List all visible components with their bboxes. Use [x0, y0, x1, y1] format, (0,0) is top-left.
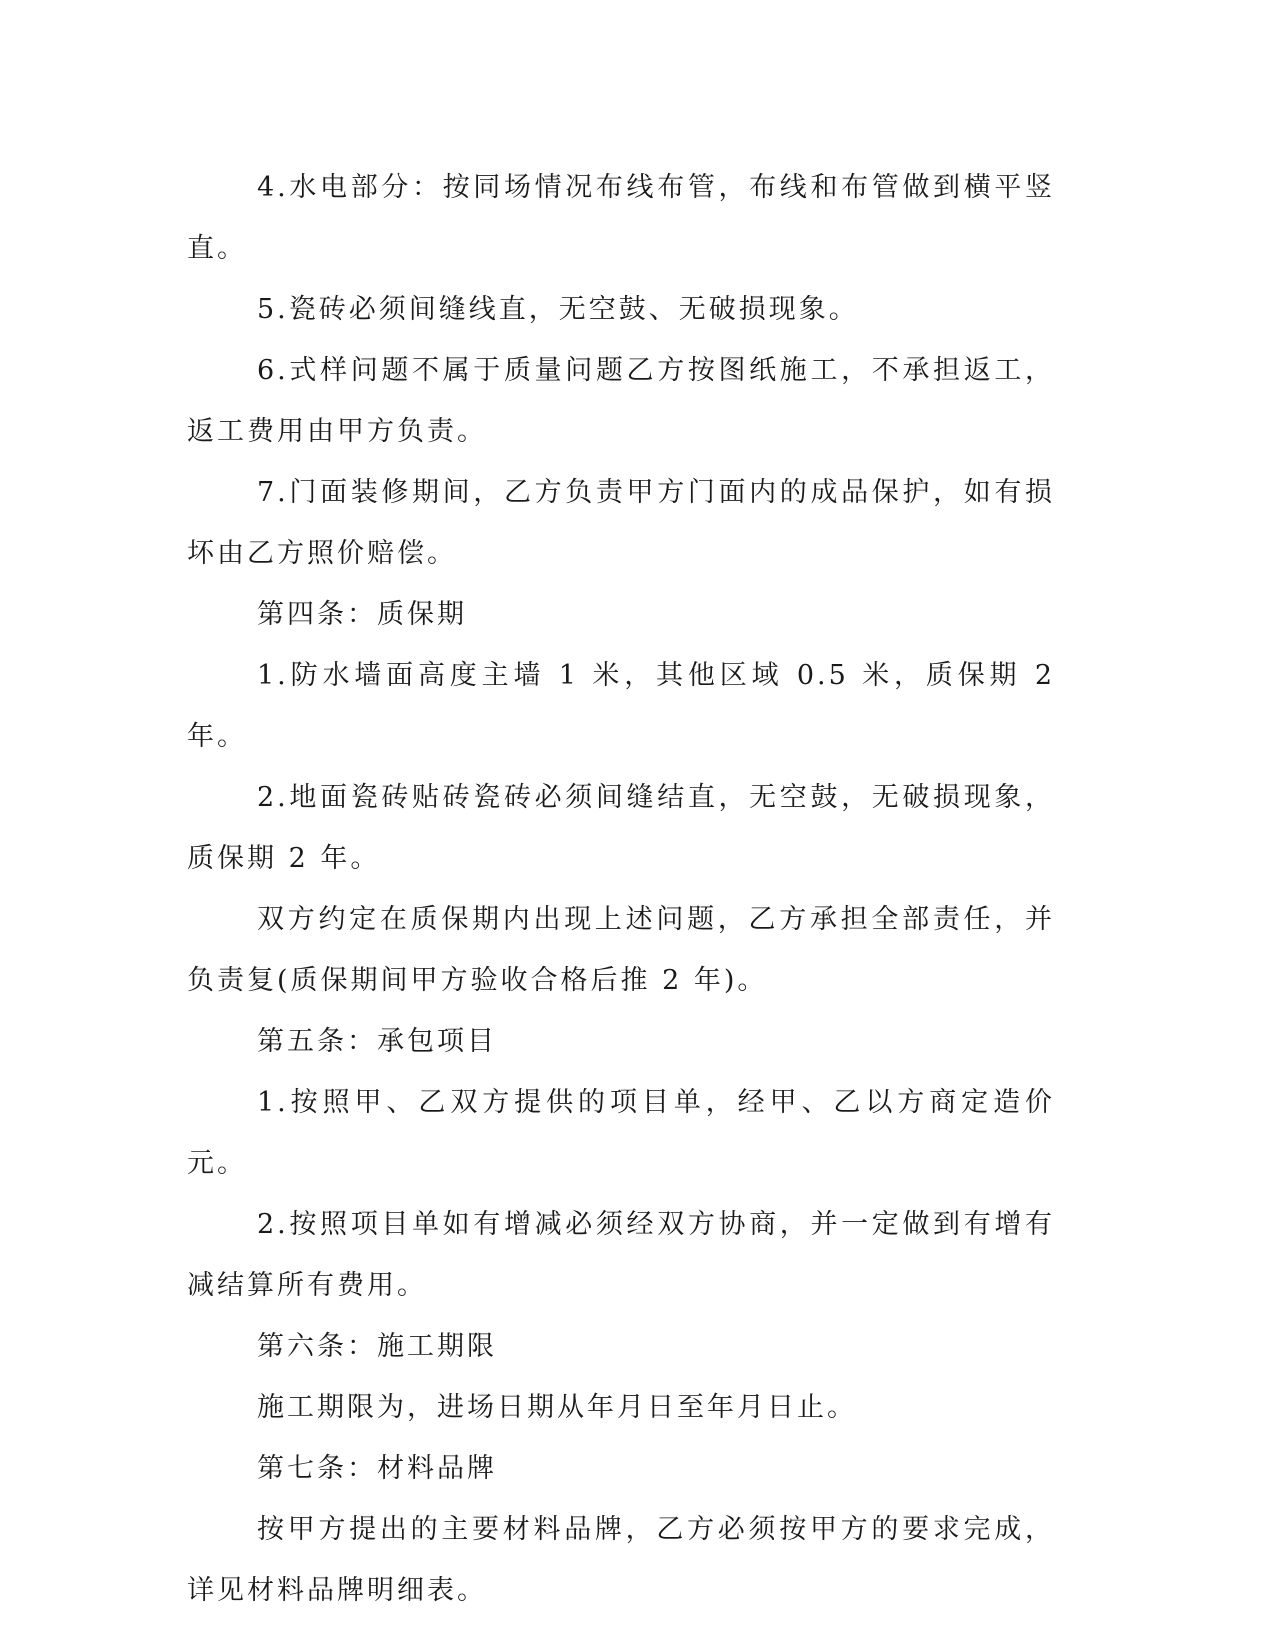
clause-material-brands: 按甲方提出的主要材料品牌，乙方必须按甲方的要求完成，详见材料品牌明细表。 [187, 1514, 1055, 1606]
clause-water-electric: 4.水电部分：按同场情况布线布管，布线和布管做到横平竖直。 [187, 172, 1055, 264]
section-heading-contract-items: 第五条：承包项目 [257, 1026, 497, 1057]
clause-style-issues: 6.式样问题不属于质量问题乙方按图纸施工，不承担返工，返工费用由甲方负责。 [187, 355, 1055, 447]
clause-project-list: 1.按照甲、乙双方提供的项目单，经甲、乙以方商定造价元。 [187, 1087, 1055, 1179]
clause-finished-protection: 7.门面装修期间，乙方负责甲方门面内的成品保护，如有损坏由乙方照价赔偿。 [187, 477, 1055, 569]
document-body [187, 157, 1055, 1621]
clause-additions-reductions: 2.按照项目单如有增减必须经双方协商，并一定做到有增有减结算所有费用。 [187, 1209, 1055, 1301]
clause-tile-joints: 5.瓷砖必须间缝线直，无空鼓、无破损现象。 [257, 294, 859, 325]
clause-waterproof-wall: 1.防水墙面高度主墙 1 米，其他区域 0.5 米，质保期 2 年。 [187, 660, 1055, 752]
clause-floor-tile: 2.地面瓷砖贴砖瓷砖必须间缝结直，无空鼓，无破损现象，质保期 2 年。 [187, 782, 1055, 874]
clause-construction-dates: 施工期限为，进场日期从年月日至年月日止。 [257, 1392, 857, 1423]
section-heading-construction-period: 第六条：施工期限 [257, 1331, 497, 1362]
section-heading-material-brands: 第七条：材料品牌 [257, 1453, 497, 1484]
clause-warranty-responsibility: 双方约定在质保期内出现上述问题，乙方承担全部责任，并负责复(质保期间甲方验收合格后推 2 年)。 [187, 904, 1055, 996]
section-heading-warranty: 第四条：质保期 [257, 599, 467, 630]
